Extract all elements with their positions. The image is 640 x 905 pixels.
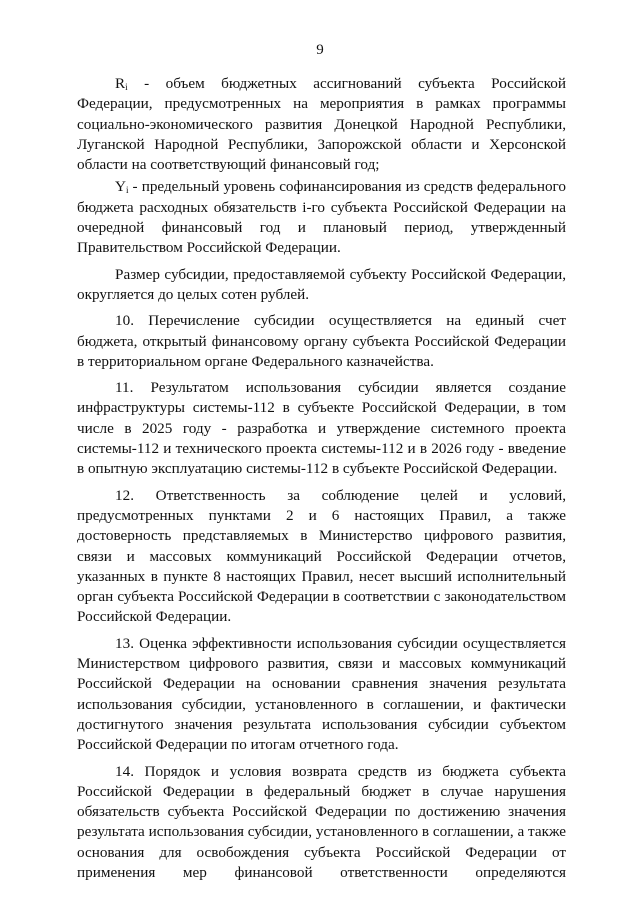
paragraph-14: 14. Порядок и условия возврата средств из бюджета субъекта Российской Федерации в федеральный бюджет в случае нарушения обязательств субъекта Российской Федерации по достижению значения результата использования субсидии, установленного в соглашении, а также основания для освобождения субъекта Российской Федерации от применения мер финансовой ответственности определяются bbox=[77, 762, 566, 881]
paragraph-r-definition bbox=[77, 74, 566, 175]
paragraph-13: 13. Оценка эффективности использования субсидии осуществляется Министерством цифрового развития, связи и массовых коммуникаций Российской Федерации на основании сравнения значения результата использования субсидии, установленного в соглашении, и фактически достигнутого значения результата использования субсидии субъектом Российской Федерации по итогам отчетного года. bbox=[77, 634, 566, 754]
paragraph-r-text: - объем бюджетных ассигнований субъекта Российской Федерации, предусмотренных на мероприятия в рамках программы социально-экономического развития Донецкой Народной Республики, Луганской Народной Республики, Запорожской области и Херсонской области на соответствующий финансовый год; bbox=[77, 75, 566, 174]
variable-r-subscript: i bbox=[125, 82, 128, 92]
variable-y: Y bbox=[115, 178, 126, 196]
variable-r: R bbox=[115, 75, 126, 92]
paragraph-12: 12. Ответственность за соблюдение целей и условий, предусмотренных пунктами 2 и 6 настоящих Правил, а также достоверность представляемых в Министерство цифрового развития, связи и массовых коммуникаций Российской Федерации отчетов, указанных в пункте 8 настоящих Правил, несет высший исполнительный орган субъекта Российской Федерации в соответствии с законодательством Российской Федерации. bbox=[77, 486, 566, 626]
paragraph-subsidy-size: Размер субсидии, предоставляемой субъекту Российской Федерации, округляется до целых сотен рублей. bbox=[77, 265, 566, 303]
paragraph-y-text: - предельный уровень софинансирования из средств федерального бюджета расходных обязательств i-го субъекта Российской Федерации на очередной финансовый год и плановый период, утвержденный Правительством Российской Федерации. bbox=[77, 178, 566, 257]
paragraph-11: 11. Результатом использования субсидии является создание инфраструктуры системы-112 в субъекте Российской Федерации, в том числе в 2025 году - разработка и утверждение системного проекта системы-112 и технического проекта системы-112 и в 2026 году - введение в опытную эксплуатацию системы-112 в субъекте Российской Федерации. bbox=[77, 379, 566, 478]
variable-y-subscript: i bbox=[125, 185, 129, 196]
paragraph-10: 10. Перечисление субсидии осуществляется на единый счет бюджета, открытый финансовому органу субъекта Российской Федерации в территориальном органе Федерального казначейства. bbox=[77, 312, 566, 370]
document-body bbox=[77, 74, 566, 889]
paragraph-y-definition bbox=[77, 177, 566, 258]
page-number: 9 bbox=[316, 42, 324, 58]
